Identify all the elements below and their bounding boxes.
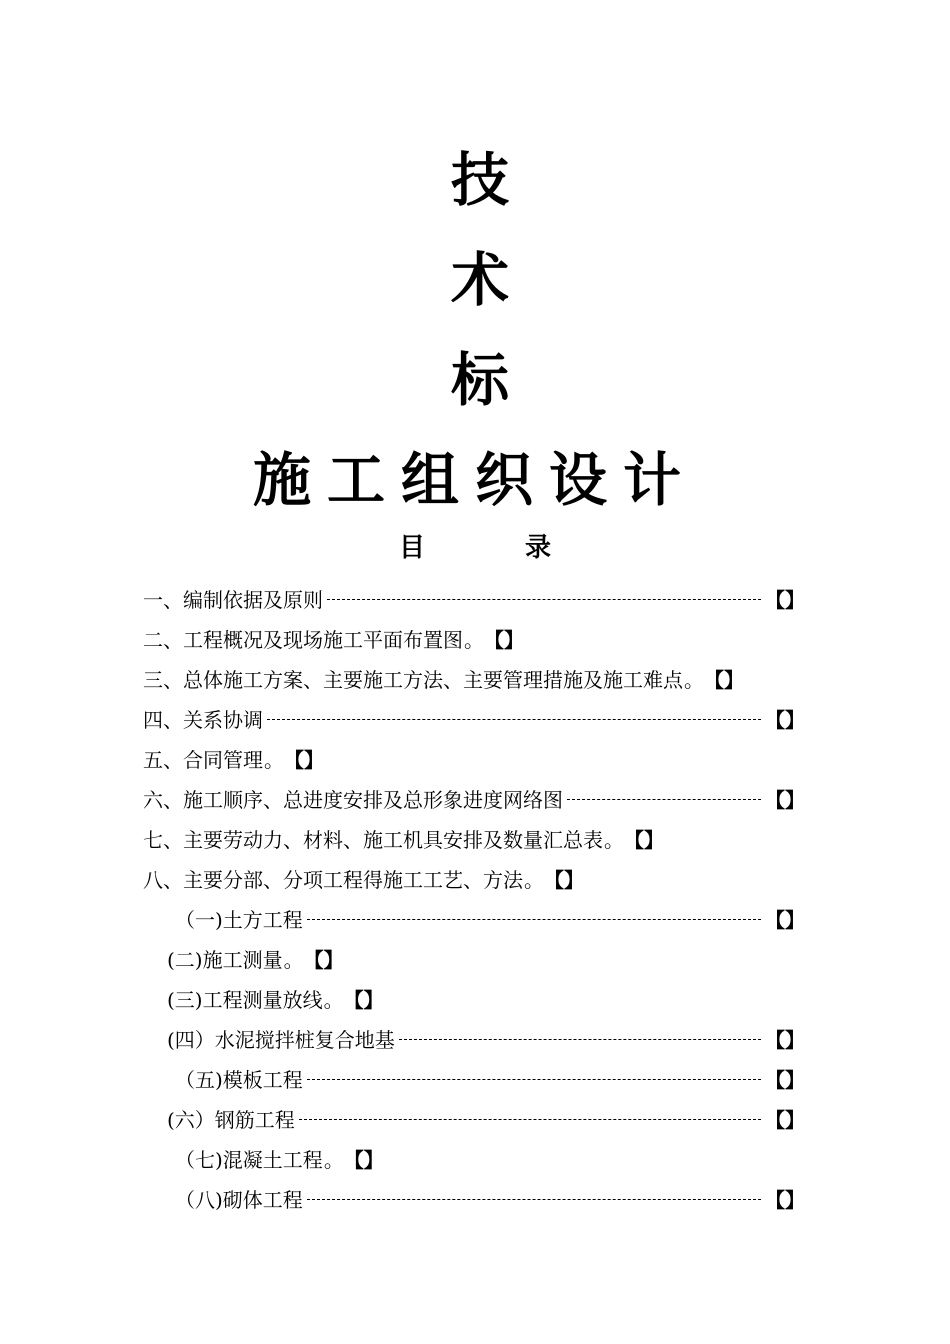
toc-page-ref: 【】 (765, 1027, 805, 1052)
toc-entry[interactable] (143, 738, 805, 778)
toc-entry-label: 一、编制依据及原则 (143, 587, 323, 612)
title-char-2: 术 (450, 246, 509, 314)
toc-entry-label: (二)施工测量 (167, 947, 283, 972)
toc-entry-label: 六、施工顺序、总进度安排及总形象进度网络图 (143, 787, 563, 812)
toc-entry-label: 七、主要劳动力、材料、施工机具安排及数量汇总表 (143, 827, 603, 852)
toc-entry-label: 四、关系协调 (143, 707, 263, 732)
toc-leader-line (299, 1119, 761, 1120)
toc-page-ref: 【】 (765, 787, 805, 812)
toc-entry[interactable] (143, 1138, 805, 1178)
toc-entry[interactable] (143, 698, 805, 738)
toc-entry[interactable] (143, 618, 805, 658)
toc-page-ref: 【】 (303, 947, 344, 972)
toc-entry-label: 八、主要分部、分项工程得施工工艺、方法 (143, 867, 523, 892)
toc-entry-label: （八)砌体工程 (175, 1187, 303, 1212)
toc-period: 。 (524, 867, 544, 892)
toc-entry[interactable] (143, 898, 805, 938)
toc-entry-label: （五)模板工程 (175, 1067, 303, 1092)
toc-entry-label: (四）水泥搅拌桩复合地基 (167, 1027, 395, 1052)
toc-page-ref: 【】 (284, 747, 324, 772)
toc-page-ref: 【】 (765, 1067, 805, 1092)
toc-entry-label: (六）钢筋工程 (167, 1107, 295, 1132)
toc-leader-line (327, 599, 761, 600)
toc-leader-line (307, 919, 761, 920)
toc-period: 。 (323, 1147, 344, 1172)
toc-entry-label: （一)土方工程 (175, 907, 303, 932)
toc-period: 。 (283, 947, 304, 972)
toc-page-ref: 【】 (624, 827, 664, 852)
toc-period: 。 (264, 747, 284, 772)
document-subtitle: 施工组织设计 (252, 446, 697, 514)
toc-entry[interactable] (143, 938, 805, 978)
toc-page-ref: 【】 (765, 1107, 805, 1132)
toc-page-ref: 【】 (343, 987, 384, 1012)
table-of-contents (143, 578, 805, 1218)
title-char-1: 技 (450, 146, 509, 214)
toc-period: 。 (323, 987, 344, 1012)
toc-entry[interactable] (143, 818, 805, 858)
toc-page-ref: 【】 (343, 1147, 384, 1172)
toc-leader-line (307, 1079, 761, 1080)
toc-page-ref: 【】 (765, 1187, 805, 1212)
toc-page-ref: 【】 (544, 867, 584, 892)
toc-entry[interactable] (143, 858, 805, 898)
toc-entry[interactable] (143, 658, 805, 698)
toc-page-ref: 【】 (765, 707, 805, 732)
toc-page-ref: 【】 (484, 627, 524, 652)
toc-leader-line (307, 1199, 761, 1200)
toc-heading-char-1: 目 (398, 533, 425, 563)
toc-leader-line (267, 719, 761, 720)
toc-period: 。 (464, 627, 484, 652)
toc-entry-label: 二、工程概况及现场施工平面布置图 (143, 627, 463, 652)
toc-period: 。 (684, 667, 704, 692)
toc-entry[interactable] (143, 1018, 805, 1058)
toc-period: 。 (604, 827, 624, 852)
toc-page-ref: 【】 (765, 587, 805, 612)
toc-leader-line (399, 1039, 761, 1040)
toc-entry[interactable] (143, 1098, 805, 1138)
title-char-3: 标 (450, 346, 509, 414)
toc-leader-line (567, 799, 761, 800)
toc-entry[interactable] (143, 1058, 805, 1098)
toc-entry[interactable] (143, 978, 805, 1018)
toc-entry[interactable] (143, 778, 805, 818)
toc-page-ref: 【】 (765, 907, 805, 932)
toc-entry[interactable] (143, 1178, 805, 1218)
toc-heading-char-2: 录 (525, 533, 552, 563)
toc-entry-label: 三、总体施工方案、主要施工方法、主要管理措施及施工难点 (143, 667, 683, 692)
toc-entry-label: (三)工程测量放线 (167, 987, 323, 1012)
toc-page-ref: 【】 (704, 667, 744, 692)
toc-entry[interactable] (143, 578, 805, 618)
toc-heading (0, 528, 950, 568)
toc-entry-label: （七)混凝土工程 (175, 1147, 323, 1172)
toc-entry-label: 五、合同管理 (143, 747, 263, 772)
